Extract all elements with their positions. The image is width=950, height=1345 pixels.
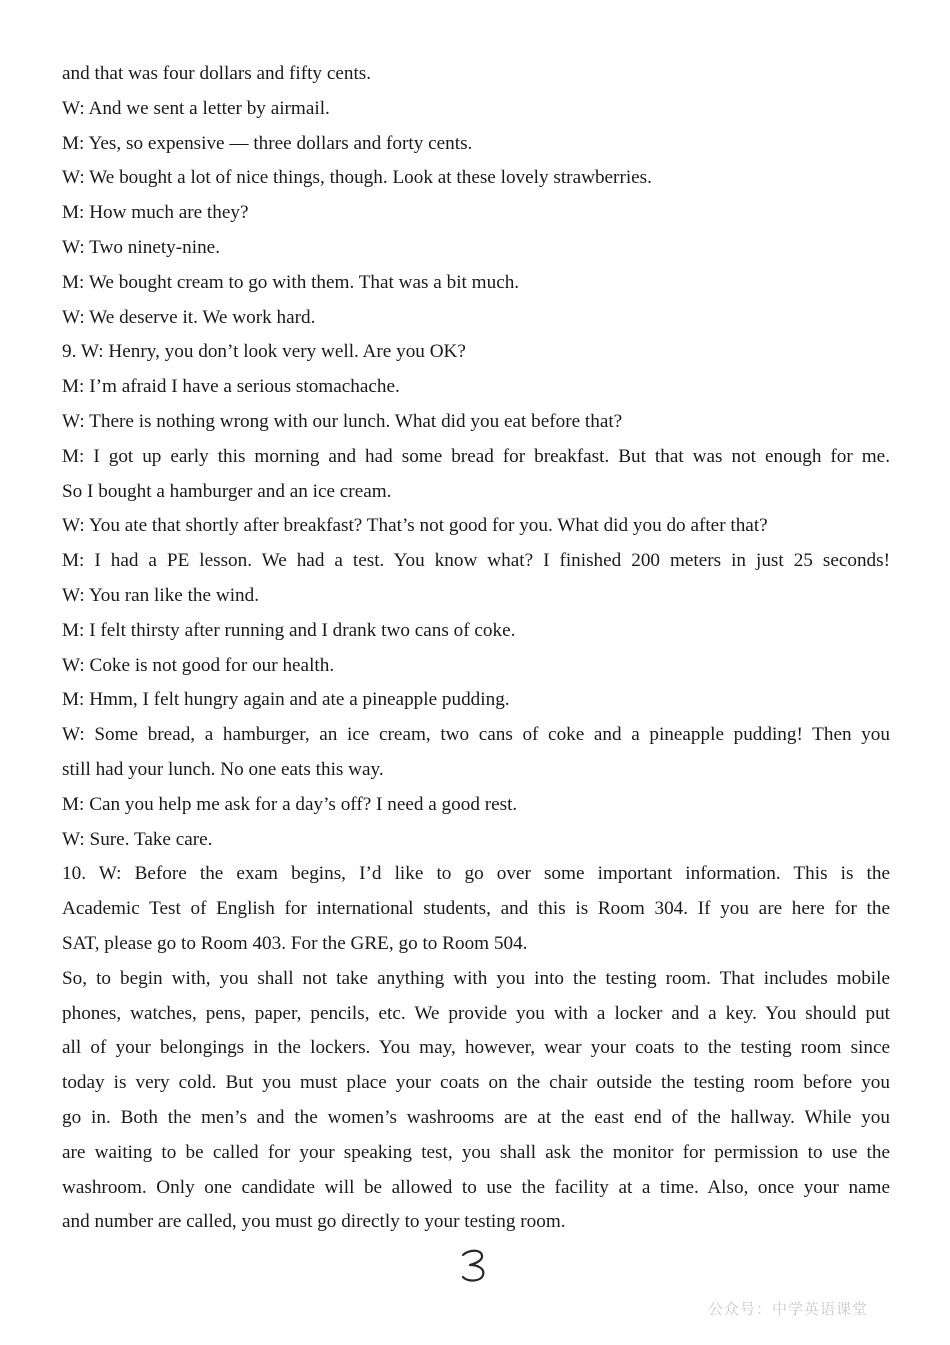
text-line: and number are called, you must go directly to your testing room. [62, 1211, 566, 1233]
text-line: M: We bought cream to go with them. That was a bit much. [62, 271, 520, 293]
text-line: and that was four dollars and fifty cents. [62, 63, 372, 84]
text-line: M: I felt thirsty after running and I drank two cans of coke. [62, 619, 516, 641]
text-line: go in. Both the men’s and the women’s washrooms are at the east end of the hallway. While you [62, 1106, 890, 1128]
text-line: So I bought a hamburger and an ice cream. [62, 480, 392, 502]
text-line: Academic Test of English for international students, and this is Room 304. If you are here for the [62, 898, 890, 920]
page-number-handwritten [455, 1245, 495, 1285]
text-line: M: I had a PE lesson. We had a test. You know what? I finished 200 meters in just 25 seconds! [62, 550, 890, 572]
text-line: M: Can you help me ask for a day’s off? I need a good rest. [62, 793, 518, 815]
text-line: M: Yes, so expensive — three dollars and forty cents. [62, 132, 473, 154]
text-line: washroom. Only one candidate will be allowed to use the facility at a time. Also, once your name [62, 1176, 890, 1198]
watermark: 公众号：中学英语课堂 [708, 1300, 869, 1318]
text-line: W: You ran like the wind. [62, 584, 260, 606]
text-line: W: Two ninety-nine. [62, 236, 220, 258]
text-line: W: We bought a lot of nice things, though. Look at these lovely strawberries. [62, 167, 652, 189]
text-line: today is very cold. But you must place your coats on the chair outside the testing room before you [62, 1072, 890, 1094]
text-line: 10. W: Before the exam begins, I’d like to go over some important information. This is the [62, 863, 890, 885]
text-line: M: I’m afraid I have a serious stomachache. [62, 376, 400, 398]
text-line: M: How much are they? [62, 202, 249, 224]
text-line: still had your lunch. No one eats this way. [62, 758, 384, 780]
text-line: W: Sure. Take care. [62, 828, 213, 850]
text-line: W: Some bread, a hamburger, an ice cream, two cans of coke and a pineapple pudding! Then you [62, 724, 890, 746]
text-line: SAT, please go to Room 403. For the GRE, go to Room 504. [62, 932, 528, 954]
document-body [62, 57, 890, 1240]
text-line: W: And we sent a letter by airmail. [62, 97, 330, 119]
text-line: W: There is nothing wrong with our lunch. What did you eat before that? [62, 410, 623, 432]
text-line: W: Coke is not good for our health. [62, 654, 335, 676]
text-line: phones, watches, pens, paper, pencils, etc. We provide you with a locker and a key. You should put [62, 1002, 890, 1024]
text-line: W: We deserve it. We work hard. [62, 306, 316, 328]
text-line: So, to begin with, you shall not take anything with you into the testing room. That includes mobile [62, 967, 890, 989]
text-line: all of your belongings in the lockers. You may, however, wear your coats to the testing room since [62, 1037, 890, 1059]
text-line: are waiting to be called for your speaking test, you shall ask the monitor for permission to use the [62, 1141, 890, 1163]
text-line: M: I got up early this morning and had some bread for breakfast. But that was not enough for me. [62, 445, 890, 467]
text-line: M: Hmm, I felt hungry again and ate a pineapple pudding. [62, 689, 510, 711]
text-line: W: You ate that shortly after breakfast? That’s not good for you. What did you do after that? [62, 515, 768, 537]
text-line: 9. W: Henry, you don’t look very well. Are you OK? [62, 341, 466, 363]
